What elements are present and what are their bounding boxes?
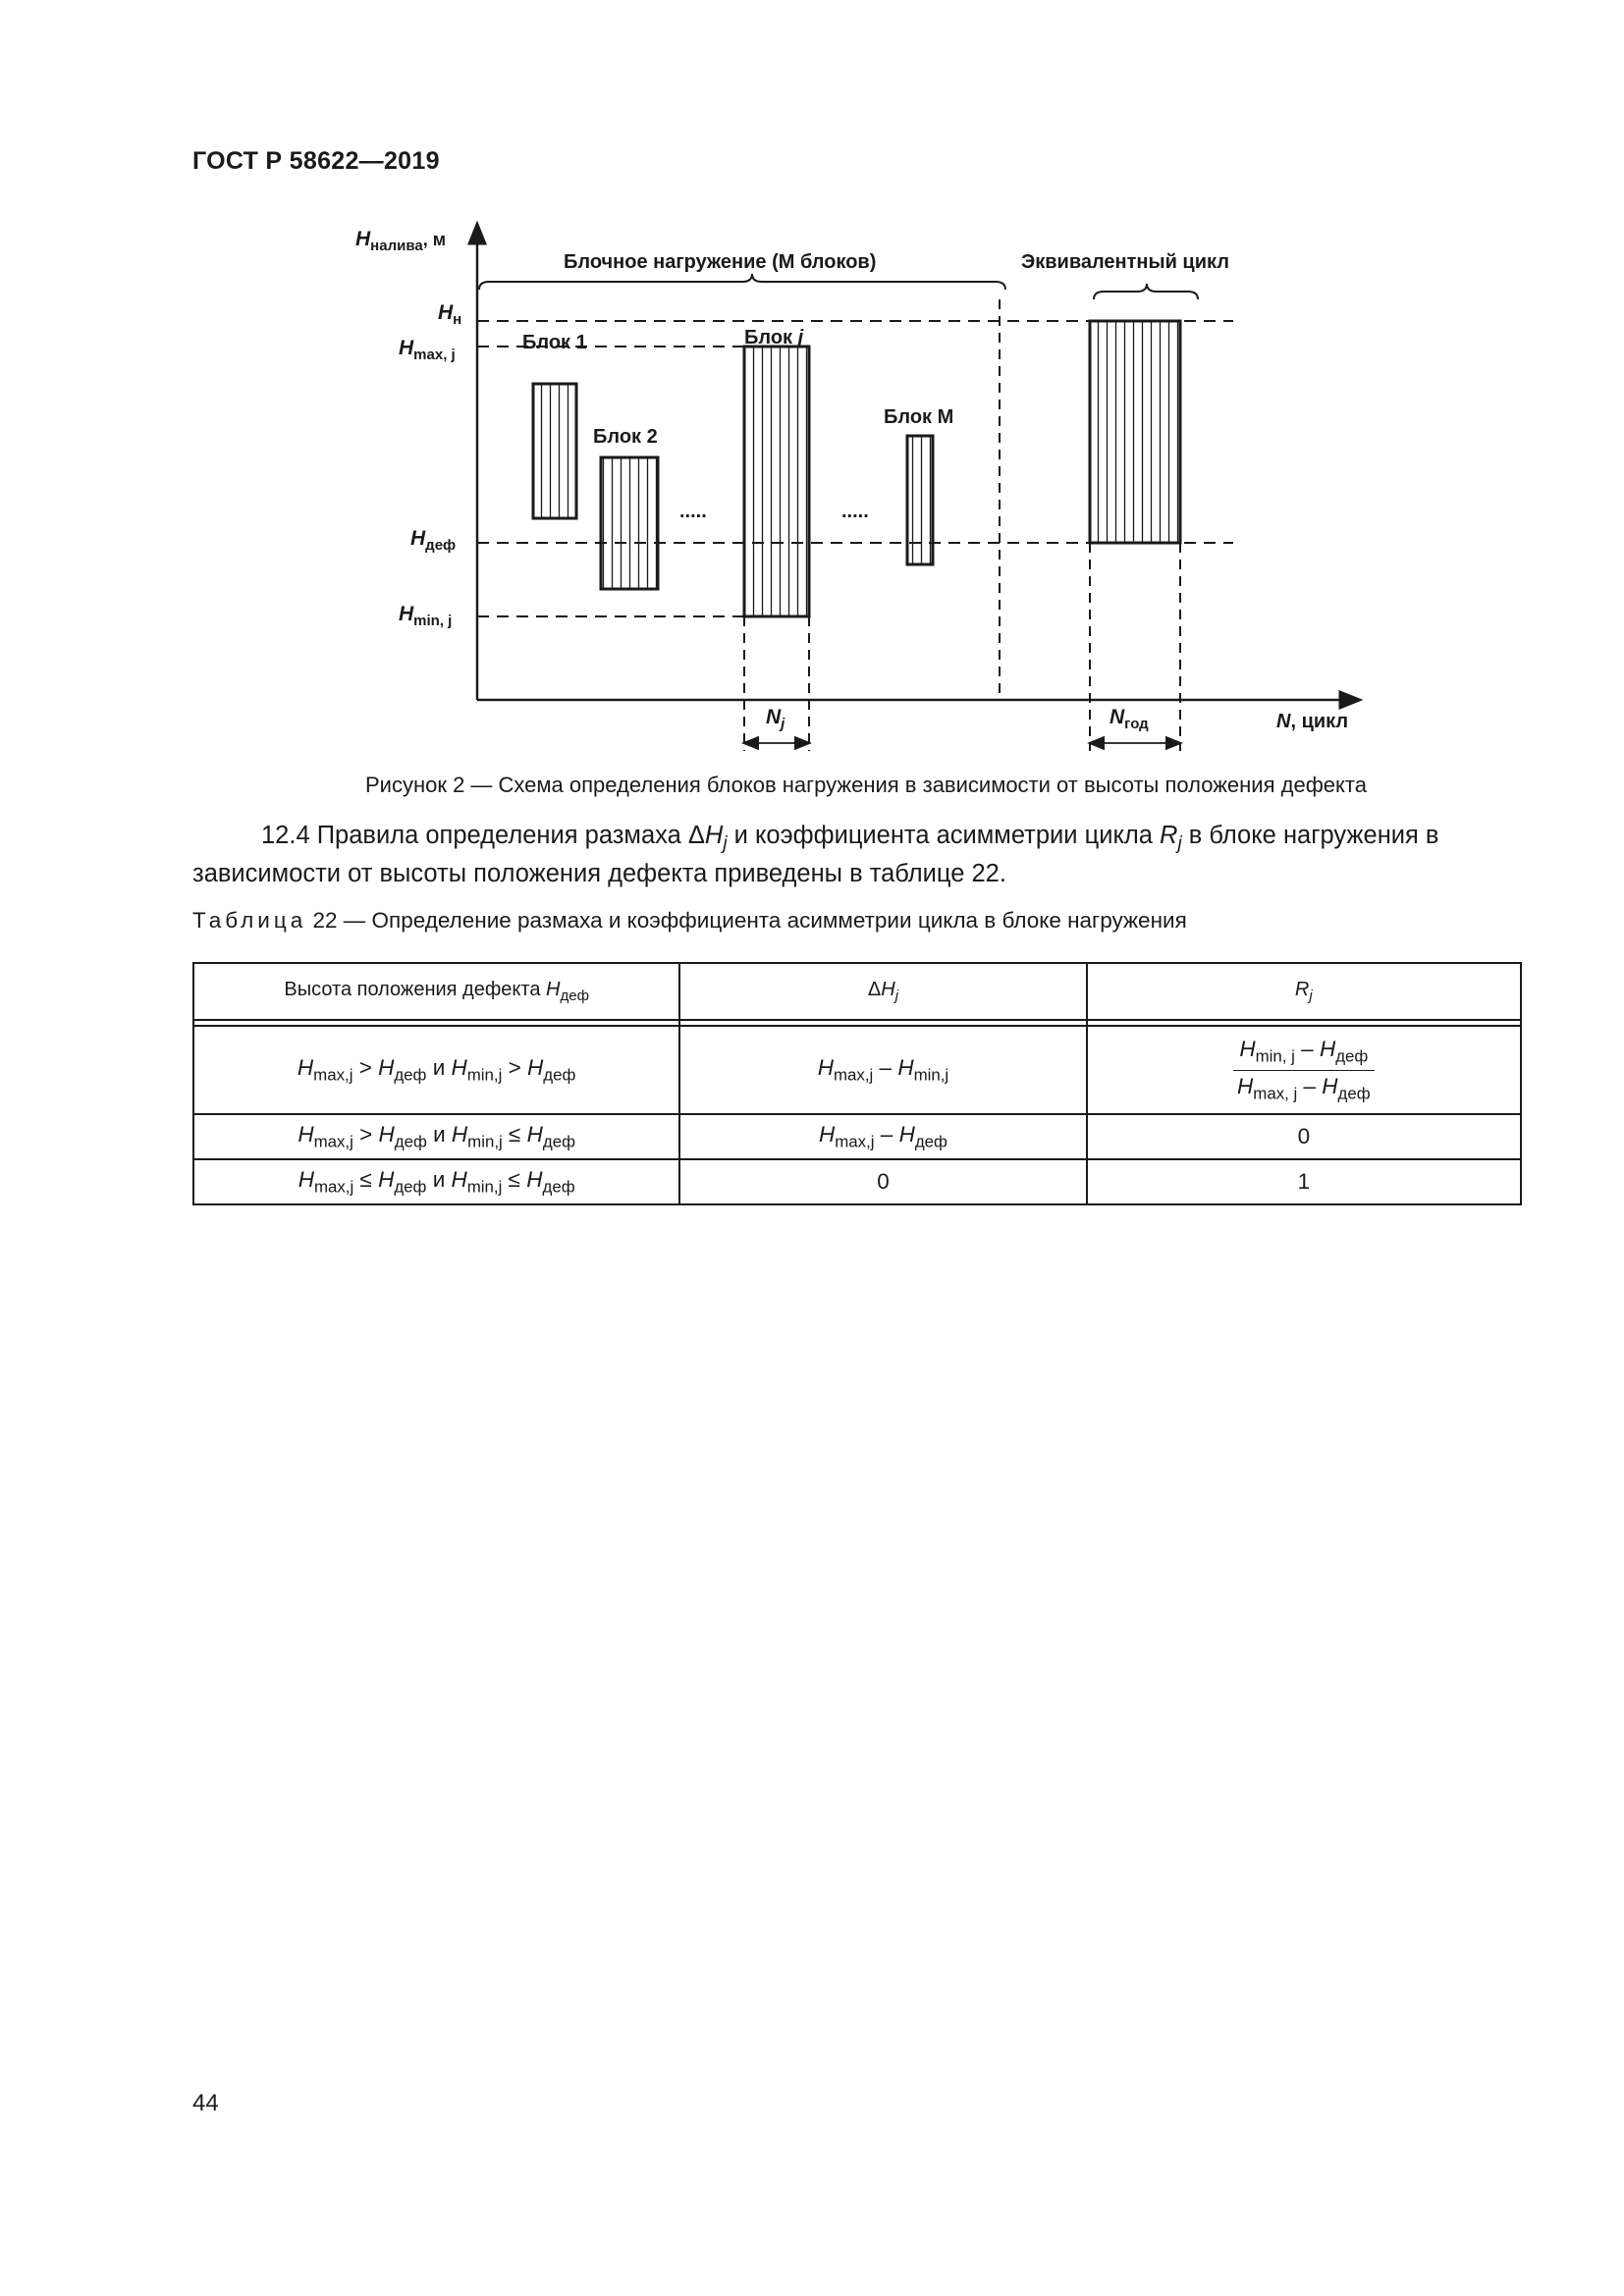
block-m-label: Блок М bbox=[884, 406, 954, 428]
condition-cell: $H_{max,j} > H_{деф}$ и $H_{min,j} \le H_{деф}$ bbox=[193, 1114, 679, 1159]
nj-label: $N_j$ bbox=[766, 706, 785, 732]
equivalent-cycle-block bbox=[1090, 321, 1180, 543]
block-2 bbox=[601, 457, 658, 589]
figure-caption: Рисунок 2 — Схема определения блоков нагружения в зависимости от высоты положения дефекта bbox=[365, 773, 1367, 797]
block-1-label: Блок 1 bbox=[522, 332, 587, 353]
ngod-label: $N_{год}$ bbox=[1110, 706, 1149, 732]
header-defect-height: Высота положения дефекта $H_{деф}$ bbox=[193, 963, 679, 1020]
condition-cell: $H_{max,j} > H_{деф}$ и $H_{min,j} > H_{деф}$ bbox=[193, 1026, 679, 1114]
level-label-h-n: $H_н$ bbox=[438, 301, 462, 328]
r-fraction: $\frac{H_{min, j} - H_{деф}}{H_{max, j} - H_{деф}}$ bbox=[1233, 1037, 1375, 1103]
table-title: Таблица 22 — Определение размаха и коэффициента асимметрии цикла в блоке нагружения bbox=[192, 908, 1187, 933]
block-loading-diagram bbox=[334, 221, 1349, 771]
equivalent-cycle-label: Эквивалентный цикл bbox=[1021, 251, 1229, 273]
block-2-label: Блок 2 bbox=[593, 426, 658, 448]
delta-h-cell: 0 bbox=[679, 1159, 1086, 1204]
table-row bbox=[193, 1114, 1521, 1159]
document-header: ГОСТ Р 58622—2019 bbox=[192, 147, 440, 175]
r-cell: 1 bbox=[1087, 1159, 1521, 1204]
block-loading-brace bbox=[479, 274, 1005, 290]
block-1 bbox=[533, 384, 576, 518]
r-cell bbox=[1087, 1026, 1521, 1114]
condition-cell: $H_{max,j} \le H_{деф}$ и $H_{min,j} \le H_{деф}$ bbox=[193, 1159, 679, 1204]
ellipsis-1: ..... bbox=[679, 501, 707, 522]
table-22 bbox=[192, 962, 1522, 1205]
paragraph-12-4: 12.4 Правила определения размаха $\Delta H_j$ и коэффициента асимметрии цикла $R_j$ в блоке нагружения в зависимости от высоты положения дефекта приведены в таблице 22. bbox=[192, 822, 1439, 888]
r-cell: 0 bbox=[1087, 1114, 1521, 1159]
table-row bbox=[193, 1159, 1521, 1204]
page-number: 44 bbox=[192, 2090, 219, 2116]
block-m bbox=[907, 436, 933, 564]
level-label-h-min: $H_{min, j}$ bbox=[399, 603, 453, 629]
equivalent-cycle-brace bbox=[1094, 284, 1198, 299]
block-loading-label: Блочное нагружение (М блоков) bbox=[564, 251, 877, 273]
table-row bbox=[193, 1026, 1521, 1114]
table-header-row bbox=[193, 963, 1521, 1020]
y-axis-label: $H_{налива}$, м bbox=[355, 228, 447, 254]
delta-h-cell: $H_{max,j} - H_{деф}$ bbox=[679, 1114, 1086, 1159]
block-j-label: Блок j bbox=[744, 327, 804, 348]
level-label-h-def: $H_{деф}$ bbox=[410, 527, 457, 554]
header-r: $R_j$ bbox=[1087, 963, 1521, 1020]
x-axis-label: N, цикл bbox=[1276, 711, 1349, 732]
block-j bbox=[744, 347, 809, 616]
ellipsis-2: ..... bbox=[841, 501, 869, 522]
delta-h-cell: $H_{max,j} - H_{min,j}$ bbox=[679, 1026, 1086, 1114]
header-delta-h: $\Delta H_j$ bbox=[679, 963, 1086, 1020]
level-label-h-max: $H_{max, j}$ bbox=[399, 337, 456, 363]
